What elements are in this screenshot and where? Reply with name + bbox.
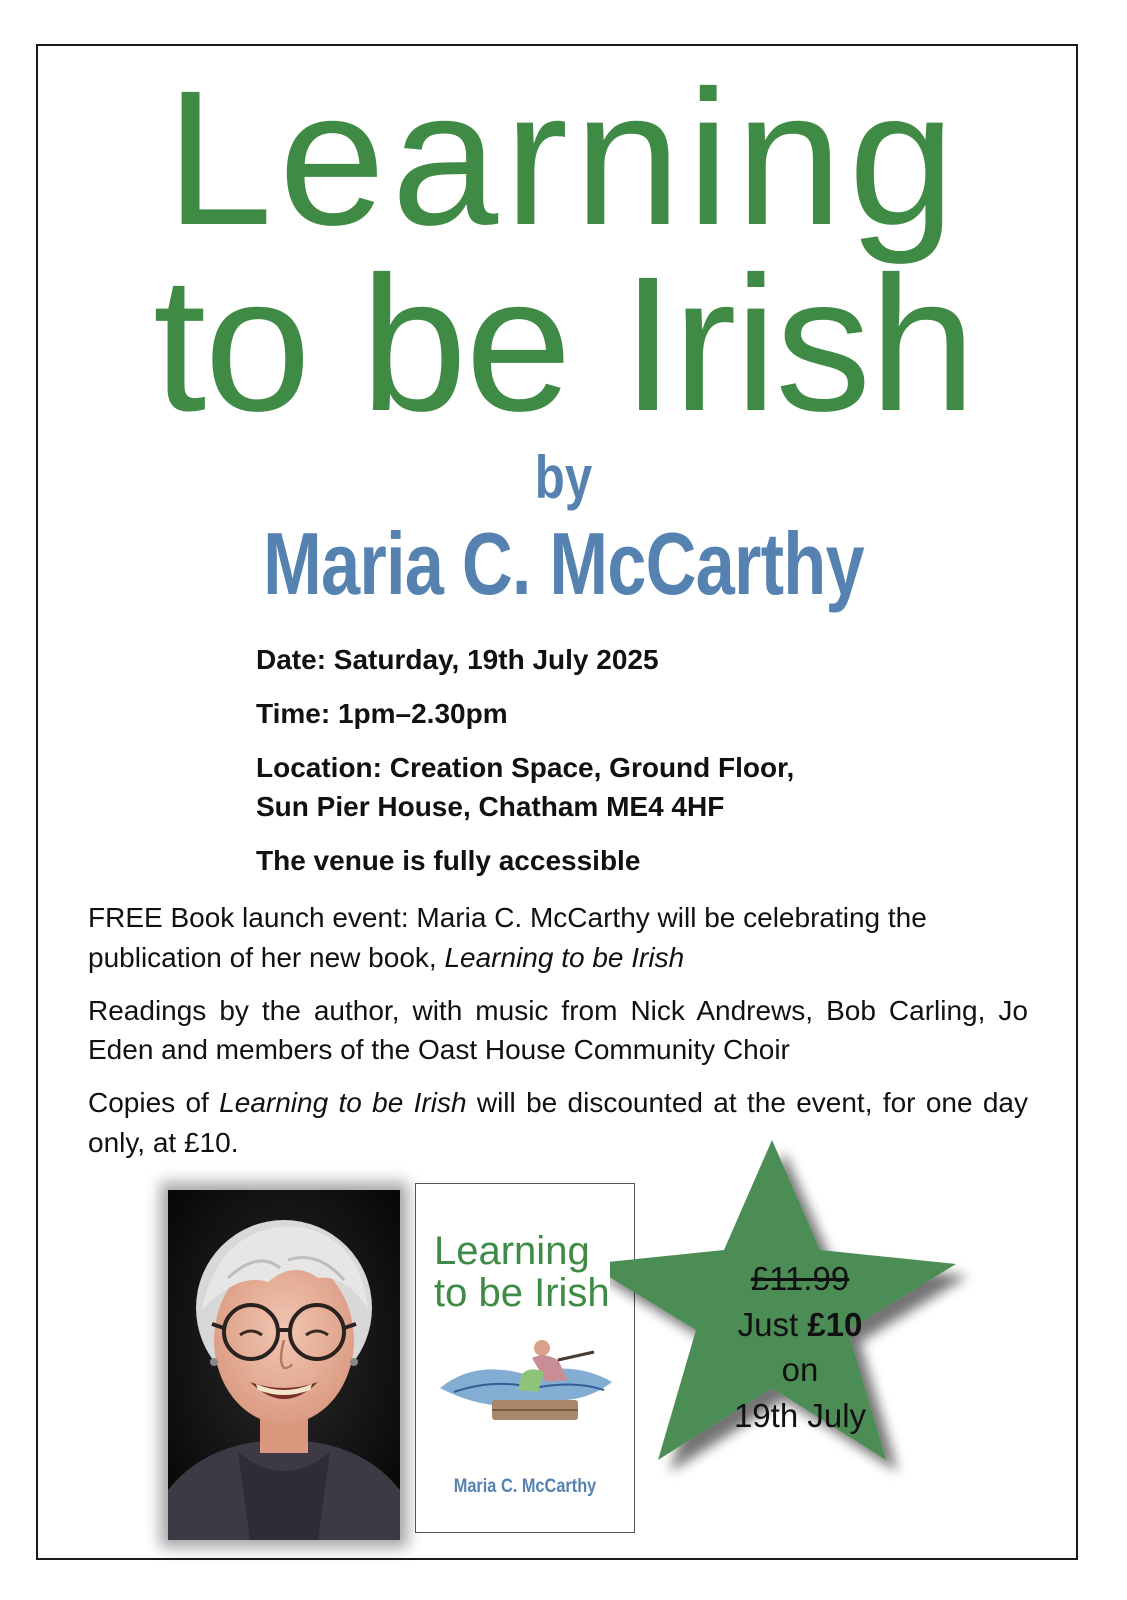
event-location-line2: Sun Pier House, Chatham ME4 4HF [256,791,725,823]
book-cover [415,1183,635,1533]
poster-title-line1: Learning [165,50,962,265]
book-cover-title-line2: to be Irish [434,1271,610,1315]
event-location-line1: Location: Creation Space, Ground Floor, [256,751,795,783]
book-cover-title-line1: Learning [434,1229,590,1273]
byline-by: by [534,444,593,511]
event-date: Date: Saturday, 19th July 2025 [256,644,659,675]
description-launch [88,898,1028,978]
description-readings: Readings by the author, with music from Nick Andrews, Bob Carling, Jo Eden and members of the Oast House Community Choir [88,994,1028,1066]
event-location [256,748,794,828]
book-cover-author: Maria C. McCarthy [453,1476,597,1497]
author-name: Maria C. McCarthy [263,514,864,613]
launch-text: FREE Book launch event: Maria C. McCarthy will be celebrating the publication of her new book, [88,902,927,973]
poster-title-line2: to be Irish [152,236,975,451]
book-cover-title [434,1230,610,1314]
book-cover-illustration [434,1330,618,1434]
discount-text-end: will be discounted at the event, for one day only, at £10. [88,1087,1029,1158]
offer-date: 19th July [733,1396,867,1434]
launch-book-title: Learning to be Irish [444,941,685,973]
discount-text-start: Copies of [88,1087,220,1118]
new-price-line [610,1302,990,1348]
portrait-illustration [168,1190,400,1540]
offer-on-label: on [781,1351,819,1389]
discount-book-title: Learning to be Irish [219,1087,467,1118]
event-accessibility: The venue is fully accessible [256,845,641,876]
offer-star-text [610,1256,990,1438]
old-price: £11.99 [750,1260,850,1297]
event-details [256,640,794,895]
new-price: £10 [807,1305,863,1343]
just-label: Just [737,1305,808,1343]
event-description [88,898,1028,1176]
event-time: Time: 1pm–2.30pm [256,697,508,729]
author-portrait [168,1190,400,1540]
